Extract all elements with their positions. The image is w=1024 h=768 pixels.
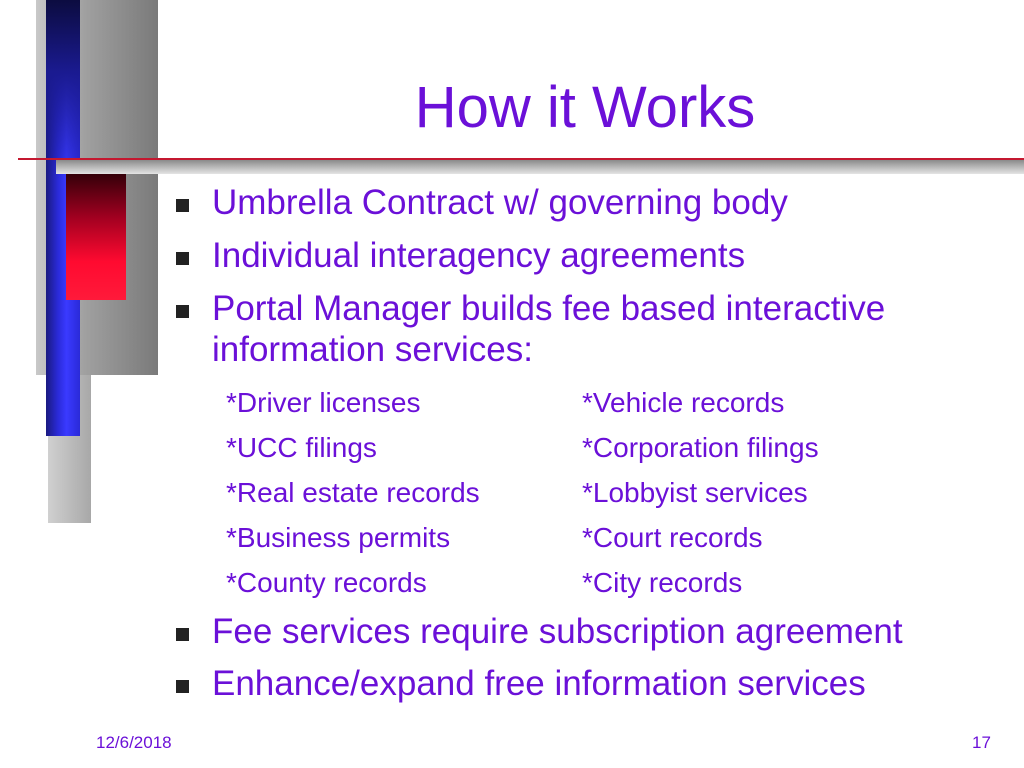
slide-title: How it Works [414, 75, 756, 140]
service-item: *County records [226, 567, 427, 598]
bullet-item [174, 288, 1012, 370]
bullet-list-top [174, 182, 1004, 370]
service-item: *Real estate records [226, 477, 480, 508]
bullet-item [174, 235, 1004, 276]
title-underline-shadow [56, 160, 1024, 174]
bullet-text: Portal Manager builds fee based interactive information services: [212, 289, 886, 369]
decor-blue-bar-shade [46, 0, 80, 180]
square-bullet-icon [176, 199, 189, 212]
bullet-item [174, 611, 1014, 652]
decor-red-bar [66, 172, 126, 300]
bullet-text: Enhance/expand free information services [212, 664, 866, 703]
square-bullet-icon [176, 628, 189, 641]
service-item: *Business permits [226, 522, 451, 553]
service-item: *City records [582, 567, 743, 598]
bullet-list-bottom [174, 611, 1014, 715]
square-bullet-icon [176, 252, 189, 265]
footer-date: 12/6/2018 [96, 733, 172, 752]
bullet-text: Fee services require subscription agreement [212, 612, 903, 651]
page-number: 17 [972, 733, 991, 752]
bullet-item [174, 663, 1014, 704]
bullet-text: Individual interagency agreements [212, 236, 746, 275]
service-item: *Driver licenses [226, 387, 421, 418]
square-bullet-icon [176, 305, 189, 318]
bullet-item [174, 182, 1004, 223]
square-bullet-icon [176, 680, 189, 693]
service-item: *Vehicle records [582, 387, 785, 418]
title-underline [18, 158, 1024, 160]
service-item: *Corporation filings [582, 432, 819, 463]
service-item: *Lobbyist services [582, 477, 808, 508]
service-item: *UCC filings [226, 432, 377, 463]
service-item: *Court records [582, 522, 763, 553]
bullet-text: Umbrella Contract w/ governing body [212, 183, 788, 222]
